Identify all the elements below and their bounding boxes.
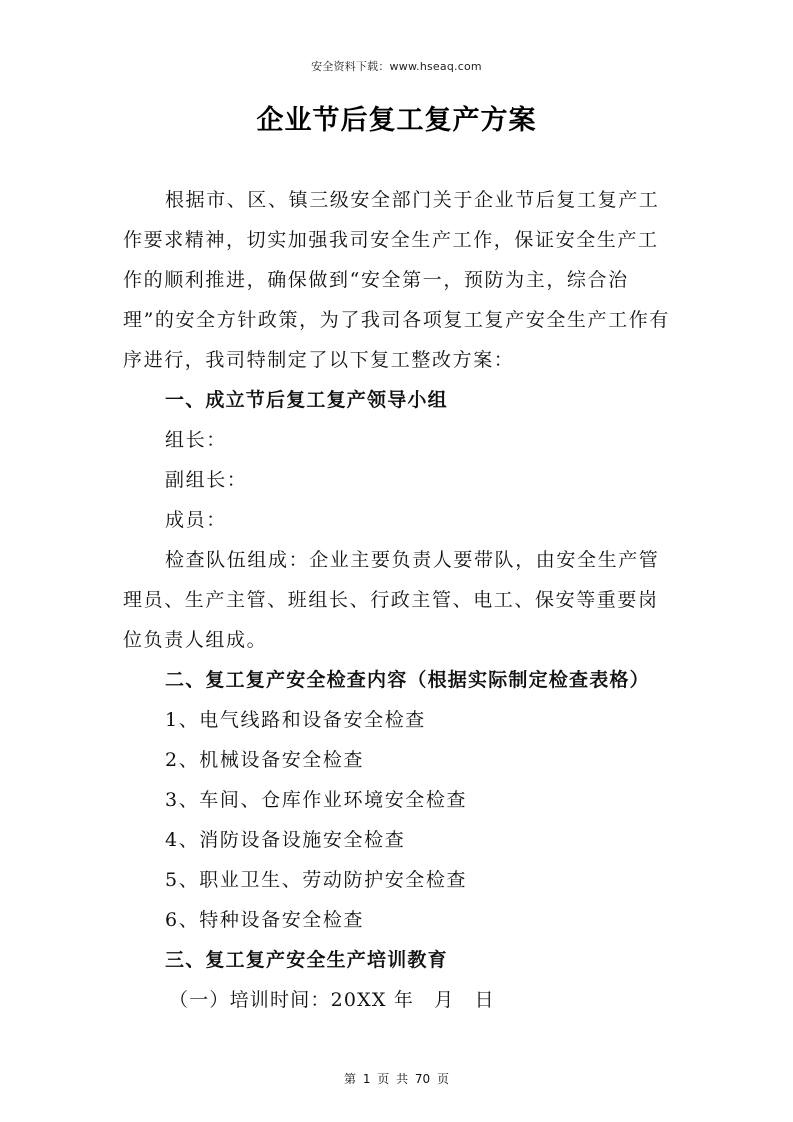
checklist-item: 5、职业卫生、劳动防护安全检查 <box>165 869 468 891</box>
page-header: 安全资料下载：www.hseaq.com <box>311 60 482 73</box>
section-2-heading: 二、复工复产安全检查内容（根据实际制定检查表格） <box>165 669 650 691</box>
training-time-line: （一）培训时间：20XX 年 月 日 <box>169 989 495 1011</box>
checklist-item: 4、消防设备设施安全检查 <box>165 829 406 851</box>
section-1-heading: 一、成立节后复工复产领导小组 <box>165 389 448 411</box>
leader-line: 组长： <box>165 429 227 451</box>
document-title: 企业节后复工复产方案 <box>256 105 537 136</box>
section-3-heading: 三、复工复产安全生产培训教育 <box>165 949 448 971</box>
page-number-footer: 第 1 页 共 70 页 <box>344 1072 449 1086</box>
intro-paragraph: 根据市、区、镇三级安全部门关于企业节后复工复产工作要求精神，切实加强我司安全生产工作，保证安全生产工作的顺利推进，确保做到“安全第一，预防为主，综合治理”的安全方针政策，为了我司各项复工复产安全生产工作有序进行，我司特制定了以下复工整改方案： <box>123 189 670 371</box>
checklist-item: 3、车间、仓库作业环境安全检查 <box>165 789 468 811</box>
inspection-team-paragraph: 检查队伍组成：企业主要负责人要带队，由安全生产管理员、生产主管、班组长、行政主管、电工、保安等重要岗位负责人组成。 <box>123 549 660 651</box>
members-line: 成员： <box>165 509 227 531</box>
checklist-item: 6、特种设备安全检查 <box>165 909 365 931</box>
deputy-leader-line: 副组长： <box>165 469 248 491</box>
document-body <box>123 180 679 1020</box>
checklist-item: 1、电气线路和设备安全检查 <box>165 709 426 731</box>
checklist-item: 2、机械设备安全检查 <box>165 749 365 771</box>
